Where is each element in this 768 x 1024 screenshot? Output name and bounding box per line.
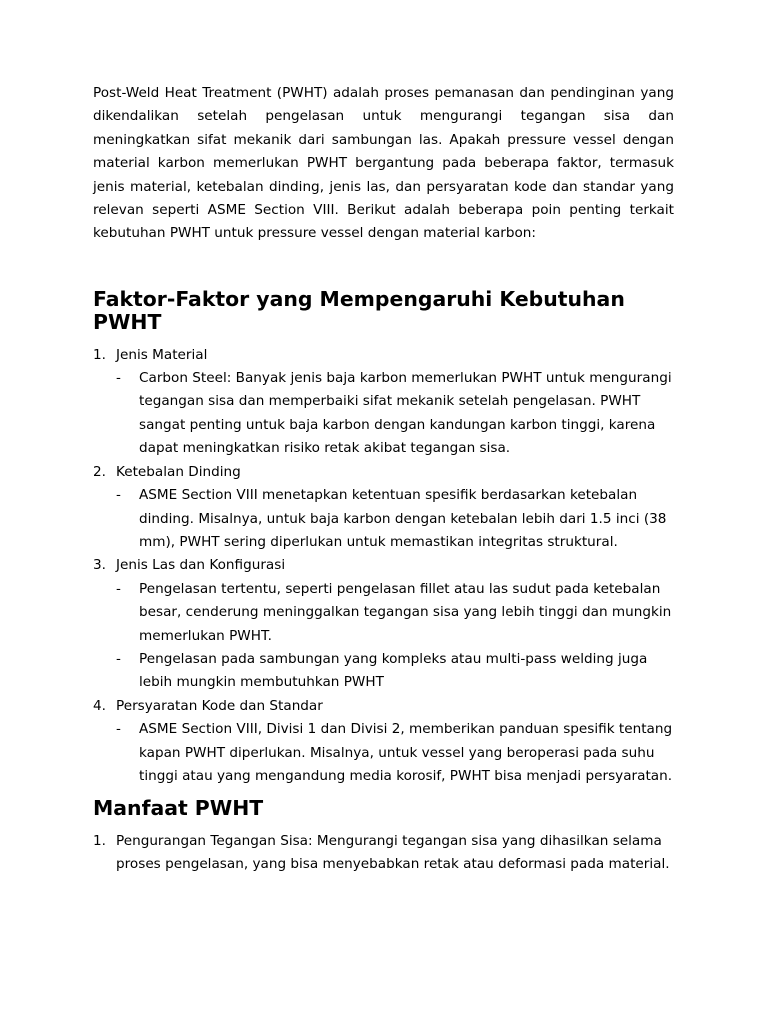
detail-item xyxy=(116,367,674,461)
factors-list xyxy=(93,344,674,789)
detail-item xyxy=(116,718,674,788)
document-page xyxy=(93,82,674,877)
factor-title: Ketebalan Dinding xyxy=(116,463,241,480)
detail-text: Carbon Steel: Banyak jenis baja karbon memerlukan PWHT untuk mengurangi tegangan sisa dan memperbaiki sifat mekanik setelah pengelasan. PWHT sangat penting untuk baja karbon dengan kandungan karbon tinggi, karena dapat meningkatkan risiko retak akibat tegangan sisa. xyxy=(139,370,672,457)
benefits-list xyxy=(93,830,674,877)
factor-number: 4. xyxy=(93,697,106,714)
factor-item xyxy=(93,344,674,461)
factor-title: Jenis Material xyxy=(116,346,208,363)
intro-paragraph: Post-Weld Heat Treatment (PWHT) adalah proses pemanasan dan pendinginan yang dikendalikan setelah pengelasan untuk mengurangi tegangan sisa dan meningkatkan sifat mekanik dari sambungan las. Apakah pressure vessel dengan material karbon memerlukan PWHT bergantung pada beberapa faktor, termasuk jenis material, ketebalan dinding, jenis las, dan persyaratan kode dan standar yang relevan seperti ASME Section VIII. Berikut adalah beberapa poin penting terkait kebutuhan PWHT untuk pressure vessel dengan material karbon: xyxy=(93,85,674,242)
factor-details xyxy=(116,367,674,461)
factor-title: Persyaratan Kode dan Standar xyxy=(116,697,323,714)
factor-details xyxy=(116,718,674,788)
factor-item xyxy=(93,554,674,694)
factor-number: 2. xyxy=(93,463,106,480)
dash-marker: - xyxy=(116,650,121,667)
dash-marker: - xyxy=(116,370,121,387)
factor-number: 1. xyxy=(93,346,106,363)
detail-item xyxy=(116,578,674,648)
detail-item xyxy=(116,484,674,554)
factor-details xyxy=(116,578,674,695)
factors-heading: Faktor-Faktor yang Mempengaruhi Kebutuhan PWHT xyxy=(93,286,625,335)
dash-marker: - xyxy=(116,580,121,597)
benefits-heading: Manfaat PWHT xyxy=(93,796,264,821)
detail-text: Pengelasan pada sambungan yang kompleks atau multi-pass welding juga lebih mungkin membutuhkan PWHT xyxy=(139,650,648,691)
factor-item xyxy=(93,461,674,555)
benefit-number: 1. xyxy=(93,832,106,849)
detail-text: Pengelasan tertentu, seperti pengelasan fillet atau las sudut pada ketebalan besar, cenderung meninggalkan tegangan sisa yang lebih tinggi dan mungkin memerlukan PWHT. xyxy=(139,580,672,644)
factor-details xyxy=(116,484,674,554)
dash-marker: - xyxy=(116,721,121,738)
factor-title: Jenis Las dan Konfigurasi xyxy=(116,557,286,574)
factor-item xyxy=(93,695,674,789)
detail-text: ASME Section VIII, Divisi 1 dan Divisi 2, memberikan panduan spesifik tentang kapan PWHT diperlukan. Misalnya, untuk vessel yang beroperasi pada suhu tinggi atau yang mengandung media korosif, PWHT bisa menjadi persyaratan. xyxy=(139,721,673,784)
benefit-item xyxy=(93,830,674,877)
detail-text: ASME Section VIII menetapkan ketentuan spesifik berdasarkan ketebalan dinding. Misalnya, untuk baja karbon dengan ketebalan lebih dari 1.5 inci (38 mm), PWHT sering diperlukan untuk memastikan integritas struktural. xyxy=(139,487,667,550)
dash-marker: - xyxy=(116,487,121,504)
factor-number: 3. xyxy=(93,557,106,574)
detail-item xyxy=(116,648,674,695)
benefit-text: Pengurangan Tegangan Sisa: Mengurangi tegangan sisa yang dihasilkan selama proses pengelasan, yang bisa menyebabkan retak atau deformasi pada material. xyxy=(116,832,670,873)
